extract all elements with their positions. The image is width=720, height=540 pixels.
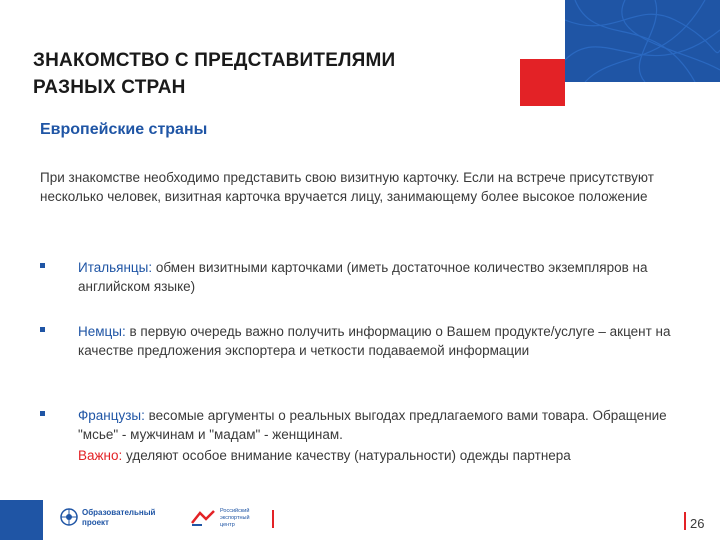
footer-divider — [272, 510, 274, 528]
bullet-text — [78, 322, 698, 360]
logo2-line2: экспортный — [220, 515, 250, 521]
logo2-line1: Российский — [220, 508, 250, 514]
footer-blue-block — [0, 500, 43, 540]
slide-title-line1: ЗНАКОМСТВО С ПРЕДСТАВИТЕЛЯМИ — [33, 50, 396, 71]
logo1-line1: Образовательный — [82, 508, 156, 517]
slide-title — [33, 47, 513, 101]
page-number: 26 — [690, 516, 705, 531]
page-number-divider — [684, 512, 686, 530]
globe-icon — [60, 508, 78, 526]
header-decoration-blue — [565, 0, 720, 82]
logo2-line3: центр — [220, 522, 235, 528]
bullet-note-body: уделяют особое внимание качеству (натуральности) одежды партнера — [122, 448, 571, 463]
export-center-logo — [190, 506, 260, 532]
bullet-country-label: Немцы: — [78, 324, 126, 339]
bullet-body: весомые аргументы о реальных выгодах предлагаемого вами товара. Обращение "мсье" - мужчинам и "мадам" - женщинам. — [78, 408, 667, 442]
logo1-line2: проект — [82, 518, 109, 527]
bullet-body: обмен визитными карточками (иметь достаточное количество экземпляров на английском языке) — [78, 260, 648, 294]
bullet-country-label: Французы: — [78, 408, 145, 423]
header-decoration-red — [520, 59, 565, 106]
bullet-body: в первую очередь важно получить информацию о Вашем продукте/услуге – акцент на качестве предложения экспортера и четкости подаваемой информации — [78, 324, 671, 358]
bullet-country-label: Итальянцы: — [78, 260, 153, 275]
bullet-text — [78, 258, 698, 296]
bullet-marker — [40, 263, 45, 268]
bullet-marker — [40, 327, 45, 332]
bullet-marker — [40, 411, 45, 416]
bullet-note-label: Важно: — [78, 448, 123, 463]
intro-paragraph: При знакомстве необходимо представить свою визитную карточку. Если на встрече присутствуют несколько человек, визитная карточка вручается лицу, занимающему более высокое положение — [40, 170, 654, 204]
educational-project-logo — [60, 506, 160, 532]
bullet-text — [78, 406, 698, 444]
export-center-mark-icon — [190, 509, 216, 527]
slide-subtitle: Европейские страны — [40, 121, 208, 138]
slide-title-line2: РАЗНЫХ СТРАН — [33, 77, 186, 98]
bullet-note — [78, 446, 698, 465]
